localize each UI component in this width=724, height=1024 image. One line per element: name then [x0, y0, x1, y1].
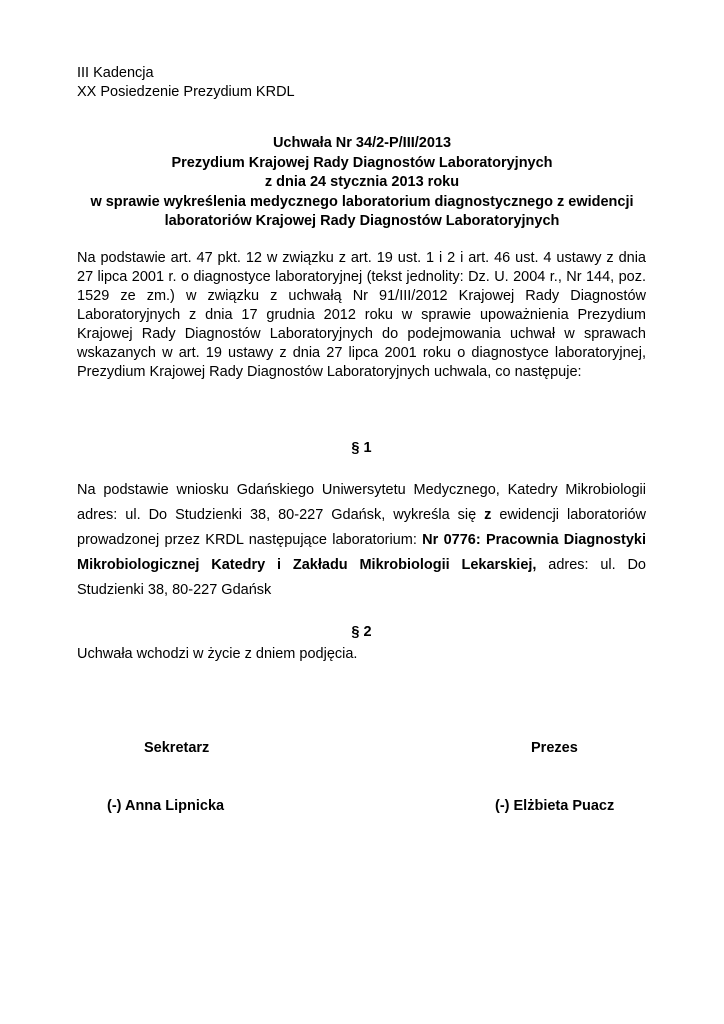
section-1-text-part3: adres: ul. Do Studzienki 38, 80-227 Gdańsk: [77, 557, 646, 598]
section-2-body: Uchwała wchodzi w życie z dniem podjęcia.: [77, 646, 358, 662]
section-1-heading: § 1: [351, 440, 372, 456]
resolution-date: z dnia 24 stycznia 2013 roku: [264, 174, 460, 190]
resolution-subject-line2: laboratoriów Krajowej Rady Diagnostów Laboratoryjnych: [164, 213, 560, 229]
issuing-body: Prezydium Krajowej Rady Diagnostów Laboratoryjnych: [171, 154, 553, 171]
secretary-signature: (-) Anna Lipnicka: [107, 798, 225, 814]
laboratory-name: Nr 0776: Pracownia Diagnostyki Mikrobiologicznej Katedry i Zakładu Mikrobiologii Lekarskiej,: [77, 532, 646, 573]
term-line: III Kadencja: [77, 65, 154, 81]
section-1-bold-z: z: [484, 507, 492, 523]
preamble-paragraph: Na podstawie art. 47 pkt. 12 w związku z art. 19 ust. 1 i 2 i art. 46 ust. 4 ustawy z dnia 27 lipca 2001 r. o diagnostyce laboratoryjnej (tekst jednolity: Dz. U. 2004 r., Nr 144, poz. 1529 ze zm.) w związku z uchwałą Nr 91/III/2012 Krajowej Rady Diagnostów Laboratoryjnych z dnia 17 grudnia 2012 roku w sprawie upoważnienia Prezydium Krajowej Rady Diagnostów Laboratoryjnych do podejmowania uchwał w sprawach wskazanych w art. 19 ustawy z dnia 27 lipca 2001 roku o diagnostyce laboratoryjnej, Prezydium Krajowej Rady Diagnostów Laboratoryjnych uchwala, co następuje:: [77, 250, 646, 380]
meeting-line: XX Posiedzenie Prezydium KRDL: [77, 84, 295, 100]
section-2-heading: § 2: [351, 624, 372, 640]
section-1-text-part1: Na podstawie wniosku Gdańskiego Uniwersytetu Medycznego, Katedry Mikrobiologii adres: ul. Do Studzienki 38, 80-227 Gdańsk, wykreśla się: [77, 482, 646, 523]
president-role: Prezes: [531, 740, 578, 756]
resolution-subject-line1: w sprawie wykreślenia medycznego laboratorium diagnostycznego z ewidencji: [90, 193, 634, 210]
resolution-number: Uchwała Nr 34/2-P/III/2013: [272, 135, 452, 151]
document-header: [77, 64, 295, 102]
resolution-title: [60, 134, 664, 232]
section-1-body: [77, 478, 646, 603]
president-signature: (-) Elżbieta Puacz: [495, 798, 615, 814]
section-1-text-part2: ewidencji laboratoriów prowadzonej przez KRDL następujące laboratorium:: [77, 507, 646, 548]
secretary-role: Sekretarz: [144, 740, 210, 756]
